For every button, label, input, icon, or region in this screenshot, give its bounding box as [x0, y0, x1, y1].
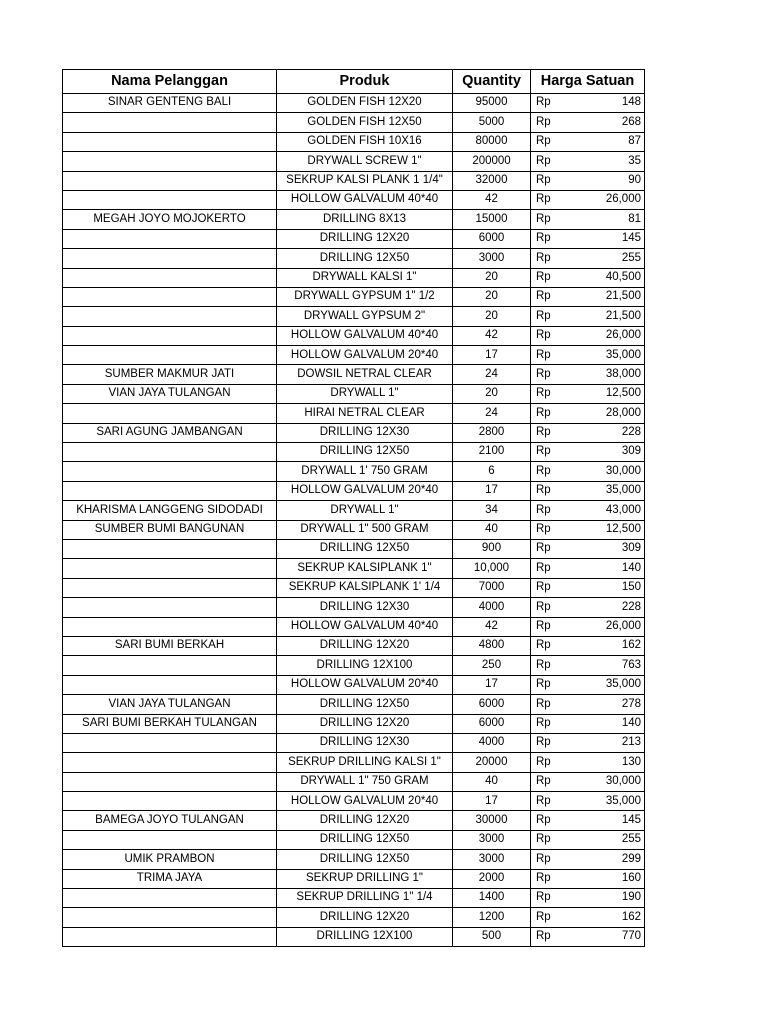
table-row: [63, 656, 645, 675]
customer-cell: [63, 733, 277, 752]
quantity-cell: 20: [453, 384, 531, 403]
product-cell: HOLLOW GALVALUM 40*40: [277, 617, 453, 636]
currency-cell: Rp: [531, 190, 568, 209]
product-cell: DRYWALL 1": [277, 501, 453, 520]
table-row: [63, 617, 645, 636]
unit-price-cell: 28,000: [568, 404, 645, 423]
quantity-cell: 250: [453, 656, 531, 675]
table-row: [63, 229, 645, 248]
currency-cell: Rp: [531, 830, 568, 849]
unit-price-cell: 87: [568, 132, 645, 151]
currency-cell: Rp: [531, 753, 568, 772]
product-cell: DRILLING 12X50: [277, 539, 453, 558]
currency-cell: Rp: [531, 520, 568, 539]
table-row: [63, 850, 645, 869]
product-cell: DRYWALL 1" 500 GRAM: [277, 520, 453, 539]
unit-price-cell: 130: [568, 753, 645, 772]
table-row: [63, 423, 645, 442]
product-cell: DRILLING 12X30: [277, 423, 453, 442]
quantity-cell: 20000: [453, 753, 531, 772]
table-row: [63, 249, 645, 268]
product-cell: GOLDEN FISH 12X20: [277, 94, 453, 113]
currency-cell: Rp: [531, 811, 568, 830]
quantity-cell: 20: [453, 307, 531, 326]
currency-cell: Rp: [531, 268, 568, 287]
table-row: [63, 811, 645, 830]
quantity-cell: 34: [453, 501, 531, 520]
customer-cell: [63, 268, 277, 287]
currency-cell: Rp: [531, 307, 568, 326]
table-row: [63, 132, 645, 151]
currency-cell: Rp: [531, 132, 568, 151]
quantity-cell: 40: [453, 520, 531, 539]
customer-cell: [63, 792, 277, 811]
table-row: [63, 113, 645, 132]
product-cell: DRILLING 12X20: [277, 908, 453, 927]
unit-price-cell: 30,000: [568, 772, 645, 791]
customer-cell: [63, 346, 277, 365]
currency-cell: Rp: [531, 404, 568, 423]
product-cell: DRYWALL 1": [277, 384, 453, 403]
quantity-cell: 1400: [453, 889, 531, 908]
product-cell: HIRAI NETRAL CLEAR: [277, 404, 453, 423]
customer-cell: [63, 578, 277, 597]
unit-price-cell: 145: [568, 811, 645, 830]
unit-price-cell: 40,500: [568, 268, 645, 287]
unit-price-cell: 268: [568, 113, 645, 132]
table-row: [63, 578, 645, 597]
quantity-cell: 500: [453, 927, 531, 946]
quantity-cell: 42: [453, 326, 531, 345]
unit-price-cell: 763: [568, 656, 645, 675]
currency-cell: Rp: [531, 423, 568, 442]
unit-price-cell: 140: [568, 559, 645, 578]
table-row: [63, 733, 645, 752]
product-cell: SEKRUP KALSIPLANK 1": [277, 559, 453, 578]
product-cell: DRILLING 12X30: [277, 598, 453, 617]
quantity-cell: 4000: [453, 733, 531, 752]
product-cell: DRILLING 12X50: [277, 443, 453, 462]
currency-cell: Rp: [531, 287, 568, 306]
table-row: [63, 830, 645, 849]
currency-cell: Rp: [531, 210, 568, 229]
currency-cell: Rp: [531, 365, 568, 384]
unit-price-cell: 12,500: [568, 384, 645, 403]
customer-cell: BAMEGA JOYO TULANGAN: [63, 811, 277, 830]
quantity-cell: 900: [453, 539, 531, 558]
quantity-cell: 20: [453, 268, 531, 287]
quantity-cell: 17: [453, 346, 531, 365]
currency-cell: Rp: [531, 869, 568, 888]
product-cell: DRILLING 12X20: [277, 636, 453, 655]
currency-cell: Rp: [531, 249, 568, 268]
product-cell: HOLLOW GALVALUM 40*40: [277, 326, 453, 345]
quantity-cell: 42: [453, 190, 531, 209]
unit-price-cell: 140: [568, 714, 645, 733]
customer-cell: [63, 481, 277, 500]
customer-cell: VIAN JAYA TULANGAN: [63, 384, 277, 403]
product-cell: DRILLING 12X20: [277, 229, 453, 248]
table-row: [63, 889, 645, 908]
product-cell: DRYWALL KALSI 1": [277, 268, 453, 287]
customer-cell: KHARISMA LANGGENG SIDODADI: [63, 501, 277, 520]
currency-cell: Rp: [531, 636, 568, 655]
table-row: [63, 94, 645, 113]
customer-cell: VIAN JAYA TULANGAN: [63, 695, 277, 714]
product-cell: HOLLOW GALVALUM 20*40: [277, 792, 453, 811]
customer-cell: [63, 617, 277, 636]
currency-cell: Rp: [531, 617, 568, 636]
customer-cell: [63, 889, 277, 908]
customer-cell: [63, 190, 277, 209]
unit-price-cell: 145: [568, 229, 645, 248]
quantity-cell: 32000: [453, 171, 531, 190]
quantity-cell: 17: [453, 481, 531, 500]
customer-cell: [63, 132, 277, 151]
currency-cell: Rp: [531, 850, 568, 869]
customer-cell: SINAR GENTENG BALI: [63, 94, 277, 113]
currency-cell: Rp: [531, 94, 568, 113]
customer-cell: [63, 772, 277, 791]
table-row: [63, 908, 645, 927]
table-row: [63, 346, 645, 365]
currency-cell: Rp: [531, 714, 568, 733]
product-cell: DRYWALL GYPSUM 2": [277, 307, 453, 326]
unit-price-cell: 35,000: [568, 675, 645, 694]
customer-cell: UMIK PRAMBON: [63, 850, 277, 869]
table-row: [63, 152, 645, 171]
unit-price-cell: 770: [568, 927, 645, 946]
product-cell: DRILLING 12X20: [277, 714, 453, 733]
table-row: [63, 753, 645, 772]
product-cell: DOWSIL NETRAL CLEAR: [277, 365, 453, 384]
unit-price-cell: 90: [568, 171, 645, 190]
product-cell: DRYWALL 1' 750 GRAM: [277, 462, 453, 481]
table-row: [63, 792, 645, 811]
header-unit-price: Harga Satuan: [531, 70, 645, 94]
quantity-cell: 200000: [453, 152, 531, 171]
customer-cell: SARI BUMI BERKAH: [63, 636, 277, 655]
customer-cell: MEGAH JOYO MOJOKERTO: [63, 210, 277, 229]
table-row: [63, 501, 645, 520]
quantity-cell: 4000: [453, 598, 531, 617]
customer-cell: [63, 287, 277, 306]
currency-cell: Rp: [531, 578, 568, 597]
product-cell: SEKRUP KALSI PLANK 1 1/4": [277, 171, 453, 190]
customer-cell: [63, 171, 277, 190]
quantity-cell: 30000: [453, 811, 531, 830]
table-row: [63, 307, 645, 326]
table-row: [63, 520, 645, 539]
currency-cell: Rp: [531, 229, 568, 248]
table-row: [63, 598, 645, 617]
product-cell: DRILLING 12X50: [277, 850, 453, 869]
table-body: [63, 94, 645, 947]
quantity-cell: 17: [453, 792, 531, 811]
currency-cell: Rp: [531, 539, 568, 558]
customer-cell: [63, 753, 277, 772]
product-cell: DRILLING 12X100: [277, 927, 453, 946]
customer-cell: [63, 113, 277, 132]
table-row: [63, 714, 645, 733]
unit-price-cell: 30,000: [568, 462, 645, 481]
currency-cell: Rp: [531, 733, 568, 752]
customer-cell: TRIMA JAYA: [63, 869, 277, 888]
product-cell: GOLDEN FISH 12X50: [277, 113, 453, 132]
unit-price-cell: 26,000: [568, 617, 645, 636]
customer-cell: [63, 229, 277, 248]
spreadsheet: [62, 69, 645, 947]
unit-price-cell: 21,500: [568, 307, 645, 326]
table-row: [63, 481, 645, 500]
unit-price-cell: 255: [568, 249, 645, 268]
currency-cell: Rp: [531, 481, 568, 500]
unit-price-cell: 162: [568, 908, 645, 927]
customer-cell: SARI AGUNG JAMBANGAN: [63, 423, 277, 442]
quantity-cell: 80000: [453, 132, 531, 151]
unit-price-cell: 255: [568, 830, 645, 849]
currency-cell: Rp: [531, 675, 568, 694]
product-cell: GOLDEN FISH 10X16: [277, 132, 453, 151]
table-row: [63, 443, 645, 462]
quantity-cell: 2800: [453, 423, 531, 442]
quantity-cell: 6000: [453, 695, 531, 714]
product-cell: DRILLING 12X50: [277, 695, 453, 714]
unit-price-cell: 35,000: [568, 792, 645, 811]
table-row: [63, 772, 645, 791]
product-cell: DRILLING 12X100: [277, 656, 453, 675]
table-row: [63, 384, 645, 403]
quantity-cell: 10,000: [453, 559, 531, 578]
currency-cell: Rp: [531, 443, 568, 462]
quantity-cell: 15000: [453, 210, 531, 229]
product-cell: DRILLING 8X13: [277, 210, 453, 229]
quantity-cell: 24: [453, 404, 531, 423]
quantity-cell: 17: [453, 675, 531, 694]
unit-price-cell: 43,000: [568, 501, 645, 520]
customer-cell: [63, 443, 277, 462]
table-row: [63, 268, 645, 287]
unit-price-cell: 148: [568, 94, 645, 113]
customer-cell: [63, 249, 277, 268]
unit-price-cell: 190: [568, 889, 645, 908]
table-row: [63, 190, 645, 209]
table-row: [63, 636, 645, 655]
product-cell: HOLLOW GALVALUM 20*40: [277, 675, 453, 694]
quantity-cell: 7000: [453, 578, 531, 597]
product-cell: DRILLING 12X50: [277, 249, 453, 268]
currency-cell: Rp: [531, 598, 568, 617]
currency-cell: Rp: [531, 152, 568, 171]
customer-cell: SUMBER MAKMUR JATI: [63, 365, 277, 384]
quantity-cell: 6000: [453, 229, 531, 248]
product-cell: DRILLING 12X30: [277, 733, 453, 752]
unit-price-cell: 35,000: [568, 481, 645, 500]
quantity-cell: 24: [453, 365, 531, 384]
unit-price-cell: 150: [568, 578, 645, 597]
unit-price-cell: 162: [568, 636, 645, 655]
quantity-cell: 2100: [453, 443, 531, 462]
customer-cell: [63, 404, 277, 423]
product-cell: DRILLING 12X20: [277, 811, 453, 830]
customer-cell: [63, 830, 277, 849]
quantity-cell: 42: [453, 617, 531, 636]
unit-price-cell: 299: [568, 850, 645, 869]
quantity-cell: 3000: [453, 850, 531, 869]
table-row: [63, 675, 645, 694]
unit-price-cell: 26,000: [568, 190, 645, 209]
unit-price-cell: 81: [568, 210, 645, 229]
currency-cell: Rp: [531, 792, 568, 811]
header-product: Produk: [277, 70, 453, 94]
unit-price-cell: 228: [568, 598, 645, 617]
quantity-cell: 1200: [453, 908, 531, 927]
currency-cell: Rp: [531, 927, 568, 946]
table-row: [63, 365, 645, 384]
customer-cell: SARI BUMI BERKAH TULANGAN: [63, 714, 277, 733]
customer-cell: [63, 598, 277, 617]
unit-price-cell: 228: [568, 423, 645, 442]
sales-table: [62, 69, 645, 947]
product-cell: DRYWALL 1" 750 GRAM: [277, 772, 453, 791]
product-cell: DRYWALL GYPSUM 1" 1/2: [277, 287, 453, 306]
table-row: [63, 326, 645, 345]
unit-price-cell: 309: [568, 443, 645, 462]
currency-cell: Rp: [531, 772, 568, 791]
header-row: [63, 70, 645, 94]
table-row: [63, 559, 645, 578]
currency-cell: Rp: [531, 908, 568, 927]
product-cell: DRYWALL SCREW 1": [277, 152, 453, 171]
unit-price-cell: 12,500: [568, 520, 645, 539]
unit-price-cell: 38,000: [568, 365, 645, 384]
table-row: [63, 287, 645, 306]
customer-cell: [63, 307, 277, 326]
quantity-cell: 3000: [453, 830, 531, 849]
unit-price-cell: 35: [568, 152, 645, 171]
table-row: [63, 539, 645, 558]
currency-cell: Rp: [531, 559, 568, 578]
product-cell: HOLLOW GALVALUM 20*40: [277, 481, 453, 500]
currency-cell: Rp: [531, 384, 568, 403]
unit-price-cell: 26,000: [568, 326, 645, 345]
product-cell: HOLLOW GALVALUM 40*40: [277, 190, 453, 209]
unit-price-cell: 160: [568, 869, 645, 888]
quantity-cell: 20: [453, 287, 531, 306]
unit-price-cell: 21,500: [568, 287, 645, 306]
product-cell: SEKRUP DRILLING 1" 1/4: [277, 889, 453, 908]
table-row: [63, 210, 645, 229]
quantity-cell: 4800: [453, 636, 531, 655]
quantity-cell: 2000: [453, 869, 531, 888]
quantity-cell: 6000: [453, 714, 531, 733]
header-quantity: Quantity: [453, 70, 531, 94]
customer-cell: [63, 656, 277, 675]
unit-price-cell: 278: [568, 695, 645, 714]
customer-cell: [63, 462, 277, 481]
product-cell: SEKRUP DRILLING KALSI 1": [277, 753, 453, 772]
currency-cell: Rp: [531, 501, 568, 520]
unit-price-cell: 309: [568, 539, 645, 558]
currency-cell: Rp: [531, 113, 568, 132]
table-row: [63, 869, 645, 888]
table-row: [63, 171, 645, 190]
currency-cell: Rp: [531, 326, 568, 345]
currency-cell: Rp: [531, 346, 568, 365]
customer-cell: [63, 927, 277, 946]
customer-cell: [63, 326, 277, 345]
table-row: [63, 927, 645, 946]
currency-cell: Rp: [531, 695, 568, 714]
header-customer: Nama Pelanggan: [63, 70, 277, 94]
quantity-cell: 40: [453, 772, 531, 791]
quantity-cell: 3000: [453, 249, 531, 268]
table-row: [63, 404, 645, 423]
customer-cell: [63, 539, 277, 558]
customer-cell: [63, 559, 277, 578]
customer-cell: [63, 675, 277, 694]
product-cell: SEKRUP DRILLING 1": [277, 869, 453, 888]
currency-cell: Rp: [531, 462, 568, 481]
quantity-cell: 6: [453, 462, 531, 481]
customer-cell: SUMBER BUMI BANGUNAN: [63, 520, 277, 539]
currency-cell: Rp: [531, 171, 568, 190]
product-cell: HOLLOW GALVALUM 20*40: [277, 346, 453, 365]
quantity-cell: 5000: [453, 113, 531, 132]
quantity-cell: 95000: [453, 94, 531, 113]
customer-cell: [63, 152, 277, 171]
product-cell: DRILLING 12X50: [277, 830, 453, 849]
unit-price-cell: 35,000: [568, 346, 645, 365]
unit-price-cell: 213: [568, 733, 645, 752]
currency-cell: Rp: [531, 889, 568, 908]
table-row: [63, 462, 645, 481]
table-row: [63, 695, 645, 714]
customer-cell: [63, 908, 277, 927]
product-cell: SEKRUP KALSIPLANK 1' 1/4: [277, 578, 453, 597]
currency-cell: Rp: [531, 656, 568, 675]
